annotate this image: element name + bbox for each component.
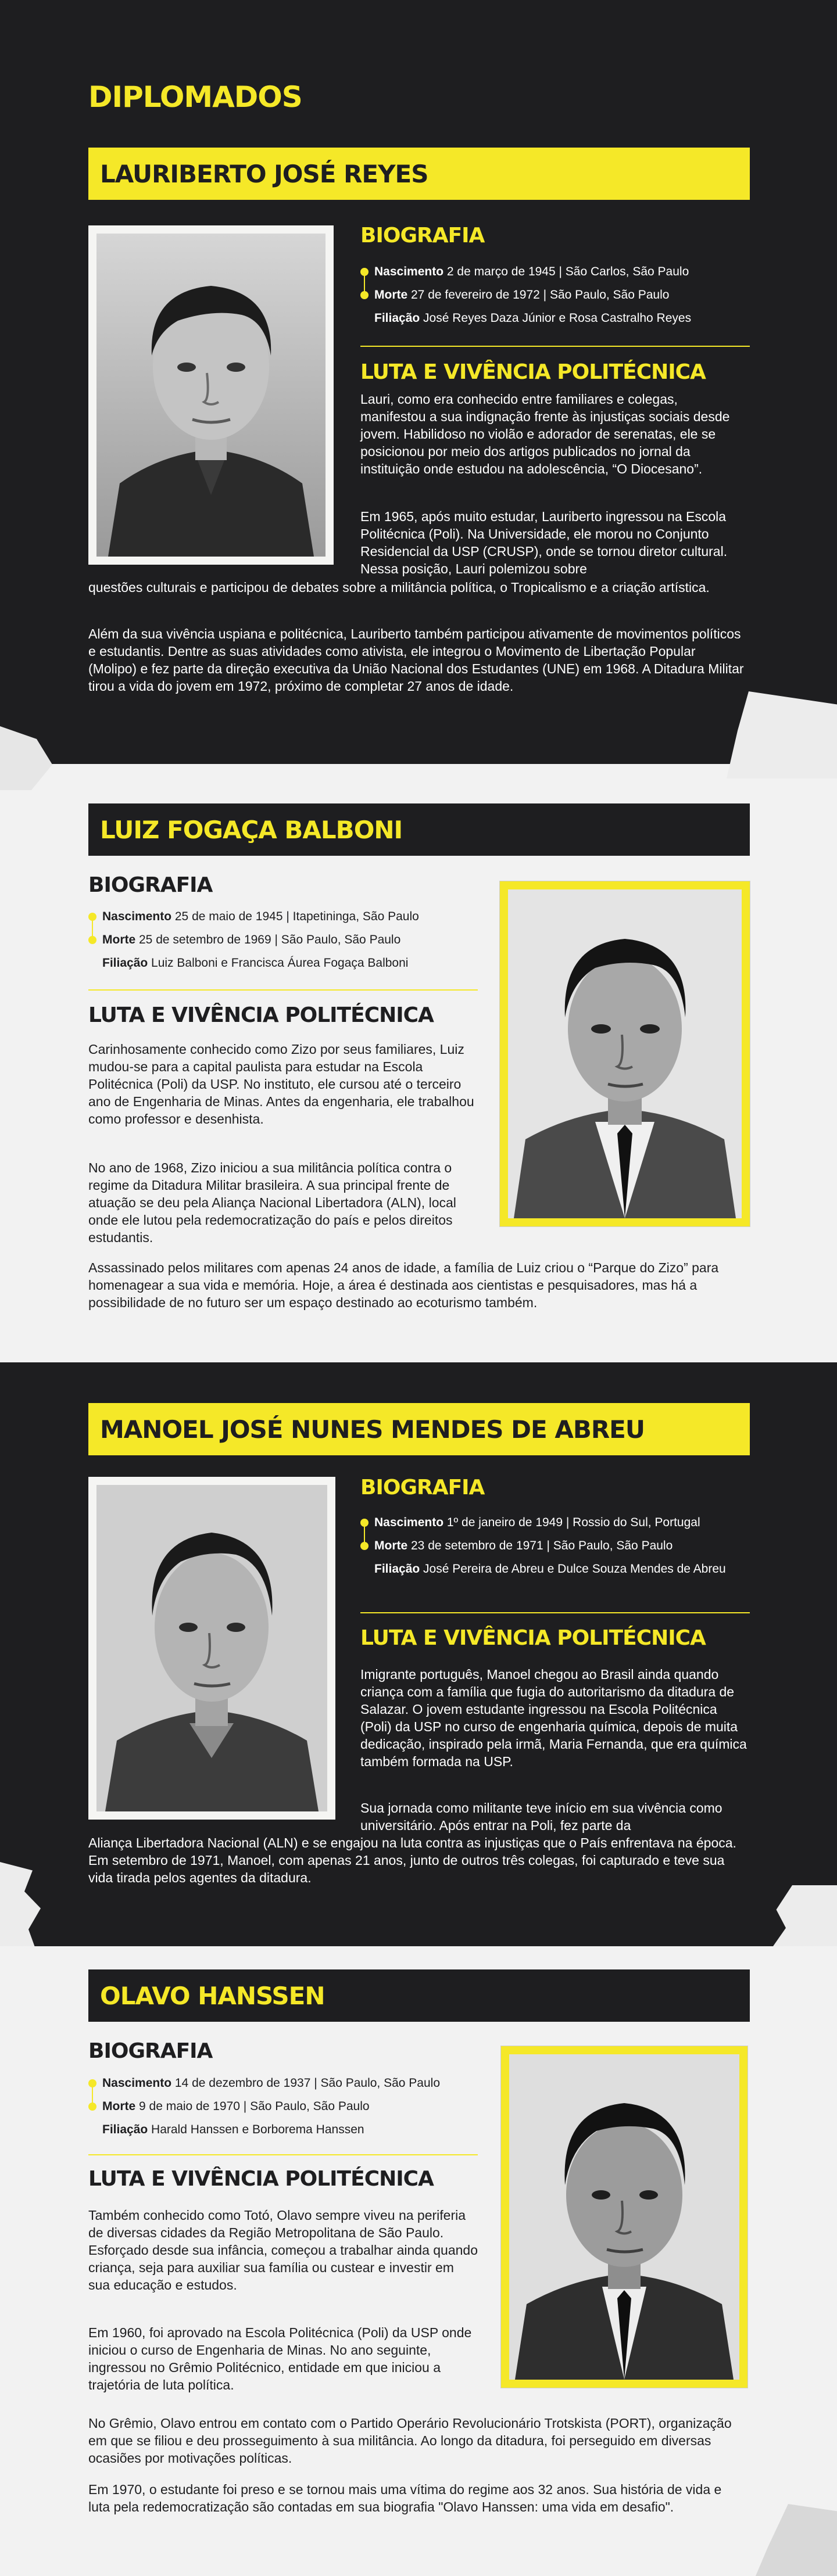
story-paragraph: Carinhosamente conhecido como Zizo por seus familiares, Luiz mudou-se para a capital paulista para estudar na Escola Politécnica (Poli) da USP. No instituto, ele cursou até o terceiro ano de Engenharia de Minas. Antes da engenharia, ele trabalhou como professor e desenhista. bbox=[88, 1042, 474, 1126]
bio-facts bbox=[88, 2072, 495, 2141]
parents-value: José Pereira de Abreu e Dulce Souza Mendes de Abreu bbox=[423, 1562, 726, 1576]
death-label: Morte bbox=[102, 933, 139, 946]
death-fact bbox=[88, 2095, 495, 2118]
timeline-dot-icon bbox=[360, 1542, 369, 1550]
story-paragraph: No ano de 1968, Zizo iniciou a sua militância política contra o regime da Ditadura Militar brasileira. A sua principal frente de atuação se deu pela Aliança Nacional Libertadora (ALN), local onde ele lutou pela redemocratização do país e pelos direitos estudantis. bbox=[88, 1160, 456, 1245]
death-label: Morte bbox=[374, 1539, 411, 1552]
story-title: LUTA E VIVÊNCIA POLITÉCNICA bbox=[88, 2167, 434, 2191]
birth-fact bbox=[88, 905, 495, 928]
timeline-dot-icon bbox=[88, 2103, 96, 2111]
portrait-image bbox=[509, 2054, 739, 2380]
birth-fact bbox=[360, 260, 744, 284]
timeline-dot-icon bbox=[88, 936, 96, 944]
death-value: 27 de fevereiro de 1972 | São Paulo, São Paulo bbox=[411, 288, 670, 302]
torn-paper-decoration bbox=[756, 2504, 837, 2576]
parents-value: Luiz Balboni e Francisca Áurea Fogaça Balboni bbox=[151, 956, 409, 970]
portrait-image bbox=[508, 889, 742, 1218]
page-title: DIPLOMADOS bbox=[88, 80, 302, 114]
birth-fact bbox=[88, 2072, 495, 2095]
parents-value: Harald Hanssen e Borborema Hanssen bbox=[151, 2123, 364, 2136]
birth-label: Nascimento bbox=[102, 910, 175, 923]
birth-label: Nascimento bbox=[374, 1516, 447, 1529]
death-value: 25 de setembro de 1969 | São Paulo, São Paulo bbox=[139, 933, 401, 946]
parents-fact bbox=[360, 1558, 732, 1578]
story-paragraph: Em 1965, após muito estudar, Lauriberto ingressou na Escola Politécnica (Poli). Na Universidade, ele morou no Conjunto Residencial da USP (CRUSP), onde se tornou diretor cultural. Nessa posição, Lauri polemizou sobre bbox=[360, 509, 728, 576]
timeline-dot-icon bbox=[88, 913, 96, 921]
story-paragraph: Além da sua vivência uspiana e politécnica, Lauriberto também participou ativamente de movimentos políticos e estudantis. Dentre as suas atividades como ativista, ele integrou o Movimento de Libertação Popular (Molipo) e fez parte da direção executiva da União Nacional dos Estudantes (UNE) em 1968. A Ditadura Militar tirou a vida do jovem em 1972, próximo de completar 27 anos de idade. bbox=[88, 626, 744, 694]
parents-value: José Reyes Daza Júnior e Rosa Castralho Reyes bbox=[423, 311, 692, 325]
portrait-photo bbox=[88, 1477, 335, 1820]
timeline-dot-icon bbox=[360, 291, 369, 299]
birth-value: 2 de março de 1945 | São Carlos, São Paulo bbox=[446, 265, 689, 278]
story-title: LUTA E VIVÊNCIA POLITÉCNICA bbox=[360, 360, 706, 384]
death-fact bbox=[360, 1534, 744, 1558]
birth-fact bbox=[360, 1511, 744, 1534]
parents-label: Filiação bbox=[374, 311, 424, 325]
death-fact bbox=[88, 928, 495, 952]
bio-facts bbox=[88, 905, 495, 975]
bio-title: BIOGRAFIA bbox=[88, 2039, 213, 2063]
bio-facts bbox=[360, 1511, 744, 1578]
story-title: LUTA E VIVÊNCIA POLITÉCNICA bbox=[88, 1003, 434, 1027]
death-fact bbox=[360, 284, 744, 307]
portrait-image bbox=[96, 1485, 327, 1811]
death-label: Morte bbox=[102, 2100, 139, 2113]
section-luiz bbox=[0, 764, 837, 1362]
story-paragraph: Sua jornada como militante teve início em sua vivência como universitário. Após entrar na Poli, fez parte da bbox=[360, 1800, 722, 1833]
portrait-photo bbox=[501, 2046, 747, 2388]
person-name: MANOEL JOSÉ NUNES MENDES DE ABREU bbox=[88, 1403, 750, 1455]
divider bbox=[360, 346, 750, 347]
story-paragraph: Imigrante português, Manoel chegou ao Brasil ainda quando criança com a família que fugia do autoritarismo da ditadura de Salazar. O jovem estudante ingressou na Escola Politécnica (Poli) da USP no curso de engenharia química, depois de muita dedicação, inspirado pela irmã, Maria Fernanda, que era química também formada na USP. bbox=[360, 1667, 747, 1769]
portrait-photo bbox=[500, 881, 750, 1226]
section-lauriberto bbox=[0, 0, 837, 764]
section-olavo bbox=[0, 1946, 837, 2576]
story-paragraph: Em 1970, o estudante foi preso e se tornou mais uma vítima do regime aos 32 anos. Sua história de vida e luta pela redemocratização são contadas em sua biografia "Olavo Hanssen: uma vida em desafio". bbox=[88, 2482, 722, 2514]
story-title: LUTA E VIVÊNCIA POLITÉCNICA bbox=[360, 1626, 706, 1650]
timeline-dot-icon bbox=[360, 1519, 369, 1527]
birth-value: 14 de dezembro de 1937 | São Paulo, São Paulo bbox=[174, 2076, 440, 2090]
torn-paper-decoration bbox=[0, 1862, 41, 1946]
story-paragraph: Aliança Libertadora Nacional (ALN) e se engajou na luta contra as injustiças que o País enfrentava na época. Em setembro de 1971, Manoel, com apenas 21 anos, junto de outros três colegas, foi capturado e teve sua vida tirada pelos agentes da ditadura. bbox=[88, 1835, 736, 1885]
torn-paper-decoration bbox=[773, 1885, 837, 1946]
story-paragraph: Em 1960, foi aprovado na Escola Politécnica (Poli) da USP onde iniciou o curso de Engenharia de Minas. No ano seguinte, ingressou no Grêmio Politécnico, entidade em que iniciou a trajetória de luta política. bbox=[88, 2325, 472, 2392]
divider bbox=[360, 1612, 750, 1613]
bio-title: BIOGRAFIA bbox=[88, 873, 213, 897]
story-paragraph: Lauri, como era conhecido entre familiares e colegas, manifestou a sua indignação frente às injustiças sociais desde jovem. Habilidoso no violão e adorador de serenatas, ele se posicionou por meio dos artigos publicados no jornal da instituição onde estudou na adolescência, “O Diocesano”. bbox=[360, 392, 730, 476]
section-manoel bbox=[0, 1362, 837, 1946]
story-paragraph: No Grêmio, Olavo entrou em contato com o Partido Operário Revolucionário Trotskista (PORT), organização em que se filiou e deu prosseguimento à sua militância. Ao longo da ditadura, foi perseguido em diversas ocasiões por motivações políticas. bbox=[88, 2416, 732, 2466]
bio-facts bbox=[360, 260, 744, 330]
divider bbox=[88, 989, 478, 991]
person-name: OLAVO HANSSEN bbox=[88, 1969, 750, 2022]
death-value: 23 de setembro de 1971 | São Paulo, São Paulo bbox=[411, 1539, 673, 1552]
divider bbox=[88, 2154, 478, 2155]
parents-fact bbox=[360, 307, 744, 330]
parents-label: Filiação bbox=[374, 1562, 424, 1576]
birth-label: Nascimento bbox=[374, 265, 447, 278]
birth-value: 1º de janeiro de 1949 | Rossio do Sul, Portugal bbox=[446, 1516, 700, 1529]
person-name: LAURIBERTO JOSÉ REYES bbox=[88, 148, 750, 200]
bio-title: BIOGRAFIA bbox=[360, 224, 485, 247]
parents-fact bbox=[88, 952, 495, 975]
portrait-photo bbox=[88, 225, 334, 565]
story-paragraph: Assassinado pelos militares com apenas 24 anos de idade, a família de Luiz criou o “Parque do Zizo” para homenagear a sua vida e memória. Hoje, a área é destinada aos cientistas e pesquisadores, mas há a possibilidade de no futuro ser um espaço destinado ao ecoturismo também. bbox=[88, 1260, 719, 1310]
death-value: 9 de maio de 1970 | São Paulo, São Paulo bbox=[139, 2100, 370, 2113]
story-paragraph: questões culturais e participou de debates sobre a militância política, o Tropicalismo e a criação artística. bbox=[88, 580, 710, 595]
death-label: Morte bbox=[374, 288, 411, 302]
person-name: LUIZ FOGAÇA BALBONI bbox=[88, 803, 750, 856]
timeline-dot-icon bbox=[360, 268, 369, 276]
parents-label: Filiação bbox=[102, 956, 152, 970]
timeline-dot-icon bbox=[88, 2079, 96, 2087]
story-paragraph: Também conhecido como Totó, Olavo sempre viveu na periferia de diversas cidades da Região Metropolitana de São Paulo. Esforçado desde sua infância, começou a trabalhar ainda quando criança, seja para auxiliar sua família ou custear e investir em sua educação e estudos. bbox=[88, 2208, 478, 2292]
bio-title: BIOGRAFIA bbox=[360, 1476, 485, 1499]
birth-label: Nascimento bbox=[102, 2076, 175, 2090]
parents-fact bbox=[88, 2118, 495, 2141]
parents-label: Filiação bbox=[102, 2123, 152, 2136]
birth-value: 25 de maio de 1945 | Itapetininga, São Paulo bbox=[174, 910, 419, 923]
portrait-image bbox=[96, 234, 326, 557]
